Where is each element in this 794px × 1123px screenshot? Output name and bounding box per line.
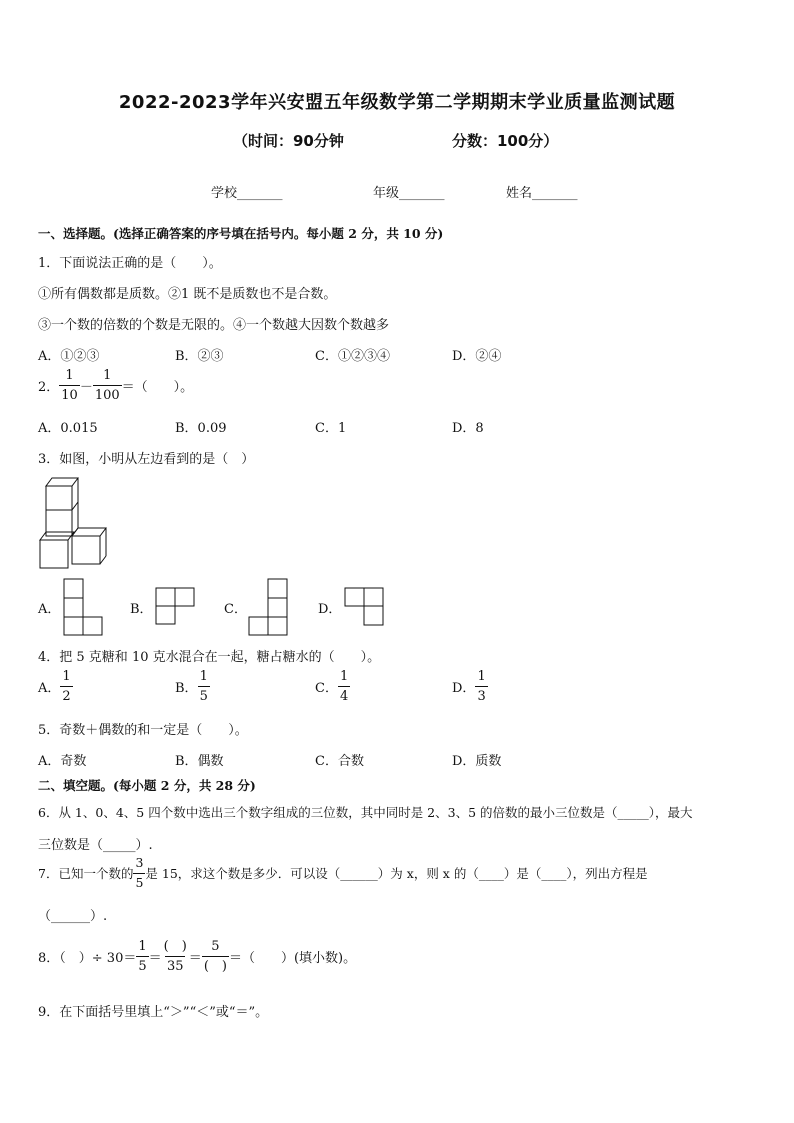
question-8-suffix: ＝（ ）(填小数)。 — [228, 951, 357, 966]
question-4-option-a — [38, 670, 73, 703]
question-9-stem: 9．在下面括号里填上“＞”“＜”或“＝”。 — [38, 1005, 269, 1020]
fraction-denominator: 35 — [165, 956, 186, 973]
equals-sign: ＝ — [148, 951, 162, 966]
fraction-denominator: 5 — [136, 956, 148, 973]
question-2-option-c: C．1 — [315, 421, 347, 436]
question-7-prefix: 7．已知一个数的 — [38, 866, 134, 881]
question-5-option-b: B．偶数 — [175, 754, 224, 769]
question-5-stem: 5．奇数＋偶数的和一定是（ ）。 — [38, 723, 248, 738]
fraction-numerator: 3 — [135, 855, 144, 870]
option-label: B． — [175, 681, 198, 696]
fraction-numerator: 1 — [199, 669, 208, 684]
question-7-line-2: （______）. — [38, 909, 108, 924]
question-2-option-b: B．0.09 — [175, 421, 227, 436]
option-fraction — [475, 670, 487, 703]
question-5-option-d: D．质数 — [452, 754, 502, 769]
fraction-numerator: 1 — [339, 669, 349, 684]
question-8-prefix: 8．（ ）÷ 30＝ — [38, 951, 137, 966]
question-8-fraction-1 — [136, 940, 148, 973]
option-d-view-icon — [343, 586, 387, 628]
option-label: D． — [452, 681, 476, 696]
fraction-denominator: 3 — [475, 686, 487, 703]
section-heading-choice: 一、选择题。(选择正确答案的序号填在括号内。每小题 2 分，共 10 分) — [38, 226, 444, 241]
fraction-denominator: 2 — [60, 686, 72, 703]
question-3-option-d: D． — [318, 602, 342, 617]
question-4-option-b — [175, 670, 210, 703]
option-label: A． — [38, 681, 61, 696]
question-1-stem: 1．下面说法正确的是（ ）。 — [38, 256, 222, 271]
question-3-option-b: B． — [130, 602, 153, 617]
question-2-option-d: D．8 — [452, 421, 484, 436]
question-2-fraction-2 — [93, 369, 122, 402]
question-2-number: 2． — [38, 380, 60, 395]
question-7-fraction — [133, 857, 145, 889]
question-8-fraction-3 — [202, 940, 229, 973]
question-3-option-c: C． — [224, 602, 247, 617]
fraction-numerator: ( ) — [163, 939, 187, 954]
question-1-statement-b: ③一个数的倍数的个数是无限的。④一个数越大因数个数越多 — [38, 318, 390, 333]
fraction-denominator: ( ) — [202, 956, 229, 973]
question-8-fraction-2 — [162, 940, 189, 973]
equals-sign: ＝ — [188, 951, 202, 966]
fraction-denominator: 4 — [338, 686, 350, 703]
option-label: C． — [315, 681, 338, 696]
question-2-fraction-1 — [59, 369, 80, 402]
question-6-line-2: 三位数是（_____）. — [38, 838, 153, 853]
fraction-numerator: 1 — [477, 669, 486, 684]
question-5-option-c: C．合数 — [315, 754, 364, 769]
fraction-numerator: 1 — [138, 939, 147, 954]
question-2-option-a: A．0.015 — [38, 421, 98, 436]
option-c-view-icon — [247, 577, 291, 637]
exam-time: （时间：90分钟 — [233, 132, 344, 150]
question-8-line — [38, 940, 356, 973]
grade-field: 年级_______ — [373, 186, 445, 201]
page-title: 2022-2023学年兴安盟五年级数学第二学期期末学业质量监测试题 — [118, 92, 676, 113]
fraction-denominator: 100 — [93, 385, 122, 402]
question-4-option-d — [452, 670, 488, 703]
question-7-line-1 — [38, 857, 648, 889]
question-4-option-c — [315, 670, 350, 703]
option-fraction — [60, 670, 72, 703]
option-a-view-icon — [62, 577, 106, 637]
question-7-suffix: 是 15，求这个数是多少．可以设（______）为 x，则 x 的（____）是（____），列出方程是 — [145, 866, 648, 881]
question-5-option-a: A．奇数 — [38, 754, 87, 769]
fraction-numerator: 1 — [65, 368, 74, 383]
option-fraction — [198, 670, 210, 703]
section-heading-fill: 二、填空题。(每小题 2 分，共 28 分) — [38, 778, 256, 793]
question-1-option-b: B．②③ — [175, 349, 224, 364]
question-2-stem — [38, 369, 193, 402]
question-3-option-a: A． — [38, 602, 61, 617]
question-3-stem: 3．如图，小明从左边看到的是（ ） — [38, 452, 255, 467]
cube-stack-figure — [36, 474, 110, 572]
question-2-tail: ＝（ ）。 — [121, 380, 194, 395]
fraction-denominator: 5 — [135, 874, 144, 890]
fraction-numerator: 5 — [211, 939, 220, 954]
name-field: 姓名_______ — [506, 186, 578, 201]
question-1-option-a: A．①②③ — [38, 349, 100, 364]
exam-score: 分数：100分） — [452, 132, 559, 150]
question-1-option-c: C．①②③④ — [315, 349, 390, 364]
question-1-option-d: D．②④ — [452, 349, 502, 364]
fraction-numerator: 1 — [62, 669, 71, 684]
fraction-denominator: 10 — [59, 385, 80, 402]
fraction-numerator: 1 — [103, 368, 112, 383]
question-4-stem: 4．把 5 克糖和 10 克水混合在一起，糖占糖水的（ ）。 — [38, 650, 381, 665]
school-field: 学校_______ — [211, 186, 283, 201]
question-1-statement-a: ①所有偶数都是质数。②1 既不是质数也不是合数。 — [38, 287, 337, 302]
minus-sign: － — [79, 380, 93, 395]
option-b-view-icon — [154, 586, 198, 626]
fraction-denominator: 5 — [198, 686, 210, 703]
question-6-line-1: 6．从 1、0、4、5 四个数中选出三个数字组成的三位数，其中同时是 2、3、5 的倍数的最小三位数是（_____），最大 — [38, 805, 693, 820]
option-fraction — [338, 670, 350, 703]
